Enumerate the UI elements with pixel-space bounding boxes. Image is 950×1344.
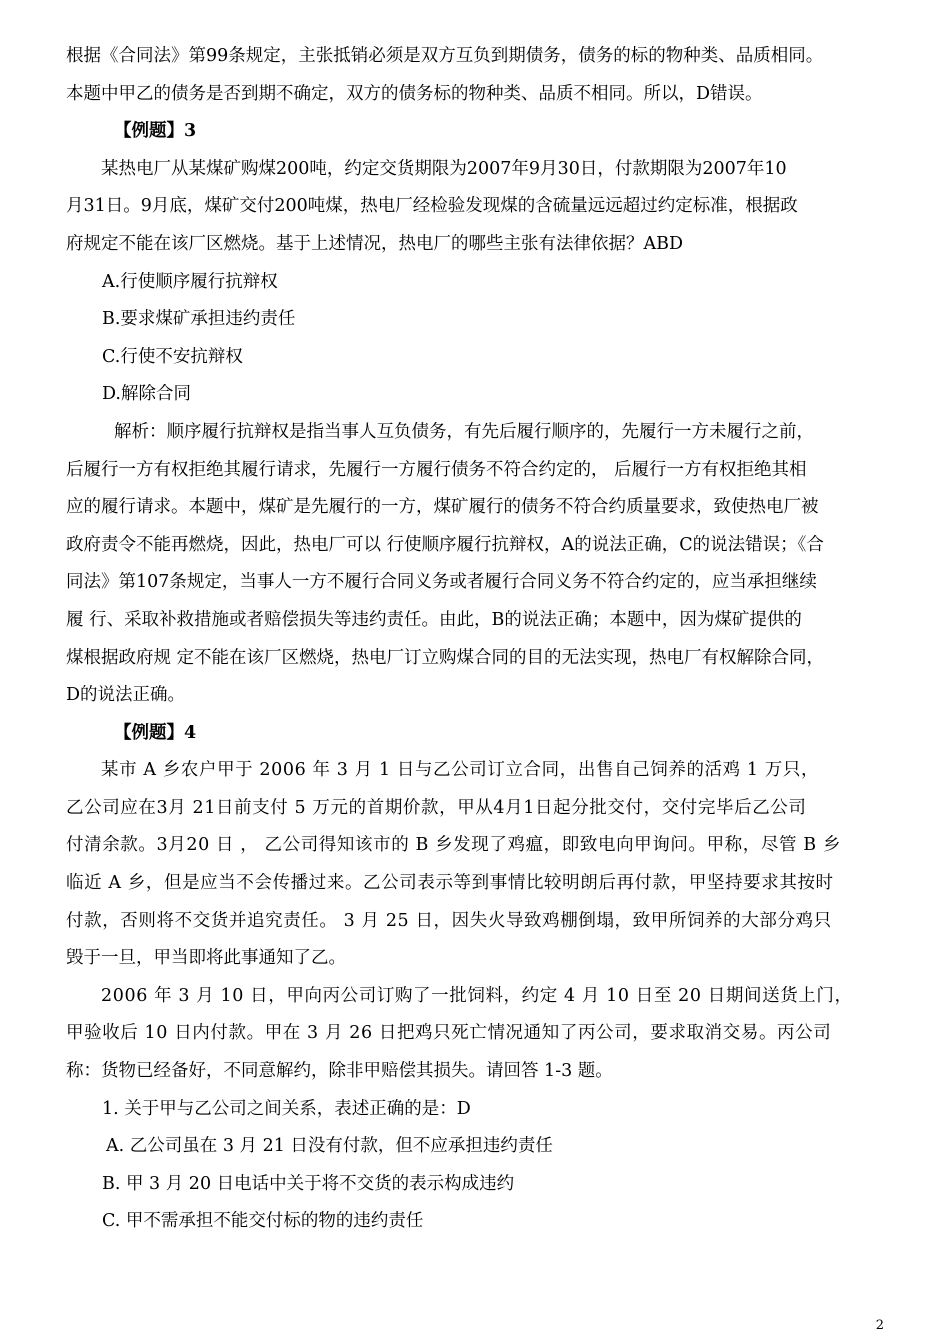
paragraph-line: 毁于一旦，甲当即将此事通知了乙。	[66, 948, 346, 969]
option-d: D.解除合同	[102, 384, 191, 405]
example-heading-3: 【例题】3	[114, 121, 197, 142]
paragraph-line: 月31日。9月底，煤矿交付200吨煤，热电厂经检验发现煤的含硫量远远超过约定标准，根据政	[66, 196, 798, 217]
analysis-line: 履 行、采取补救措施或者赔偿损失等违约责任。由此，B的说法正确；本题中，因为煤矿提供的	[66, 609, 802, 630]
example-heading-4: 【例题】4	[114, 722, 197, 743]
analysis-line: D的说法正确。	[66, 685, 186, 706]
page-number: 2	[875, 1318, 884, 1333]
paragraph-line: 根据《合同法》第99条规定，主张抵销必须是双方互负到期债务，债务的标的物种类、品质相同。	[66, 46, 824, 66]
question-1-option-a: A. 乙公司虽在 3 月 21 日没有付款，但不应承担违约责任	[106, 1136, 553, 1157]
paragraph-line: 甲验收后 10 日内付款。甲在 3 月 26 日把鸡只死亡情况通知了丙公司，要求取消交易。丙公司	[66, 1023, 832, 1044]
paragraph-line: 付款，否则将不交货并追究责任。 3 月 25 日，因失火导致鸡棚倒塌，致甲所饲养的大部分鸡只	[66, 910, 832, 931]
paragraph-line: 本题中甲乙的债务是否到期不确定，双方的债务标的物种类、品质不相同。所以，D错误。	[66, 83, 763, 104]
analysis-line: 应的履行请求。本题中，煤矿是先履行的一方，煤矿履行的债务不符合约质量要求，致使热电厂被	[66, 497, 819, 518]
option-a: A.行使顺序履行抗辩权	[102, 271, 278, 292]
paragraph-line: 付清余款。3月20 日 ， 乙公司得知该市的 B 乡发现了鸡瘟，即致电向甲询问。甲称，尽管 B 乡	[66, 835, 841, 856]
analysis-line: 煤根据政府规 定不能在该厂区燃烧，热电厂订立购煤合同的目的无法实现，热电厂有权解除合同，	[66, 647, 825, 668]
question-1-option-b: B. 甲 3 月 20 日电话中关于将不交货的表示构成违约	[102, 1173, 515, 1194]
question-1: 1. 关于甲与乙公司之间关系，表述正确的是：D	[102, 1098, 471, 1119]
document-page	[66, 38, 884, 1241]
option-c: C.行使不安抗辩权	[102, 346, 243, 367]
paragraph-line: 某热电厂从某煤矿购煤200吨，约定交货期限为2007年9月30日，付款期限为2007年10	[101, 158, 787, 179]
paragraph-line: 府规定不能在该厂区燃烧。基于上述情况，热电厂的哪些主张有法律依据？ABD	[66, 233, 684, 254]
paragraph-line: 临近 A 乡，但是应当不会传播过来。乙公司表示等到事情比较明朗后再付款，甲坚持要求其按时	[66, 873, 834, 894]
analysis-line: 后履行一方有权拒绝其履行请求，先履行一方履行债务不符合约定的， 后履行一方有权拒绝其相	[66, 459, 807, 480]
analysis-line: 同法》第107条规定，当事人一方不履行合同义务或者履行合同义务不符合约定的，应当承担继续	[66, 572, 817, 593]
paragraph-line: 称：货物已经备好，不同意解约，除非甲赔偿其损失。请回答 1-3 题。	[66, 1061, 613, 1082]
paragraph-line: 乙公司应在3月 21日前支付 5 万元的首期价款，甲从4月1日起分批交付，交付完毕后乙公司	[66, 797, 807, 818]
paragraph-line: 2006 年 3 月 10 日，甲向丙公司订购了一批饲料，约定 4 月 10 日至 20 日期间送货上门，	[101, 985, 853, 1006]
paragraph-line: 某市 A 乡农户甲于 2006 年 3 月 1 日与乙公司订立合同，出售自己饲养的活鸡 1 万只，	[101, 760, 820, 781]
option-b: B.要求煤矿承担违约责任	[102, 309, 296, 330]
question-1-option-c: C. 甲不需承担不能交付标的物的违约责任	[102, 1211, 424, 1232]
analysis-line: 解析：顺序履行抗辩权是指当事人互负债务，有先后履行顺序的，先履行一方未履行之前，	[114, 421, 814, 442]
analysis-line: 政府责令不能再燃烧，因此，热电厂可以 行使顺序履行抗辩权，A的说法正确，C的说法错误；《合	[66, 534, 824, 555]
